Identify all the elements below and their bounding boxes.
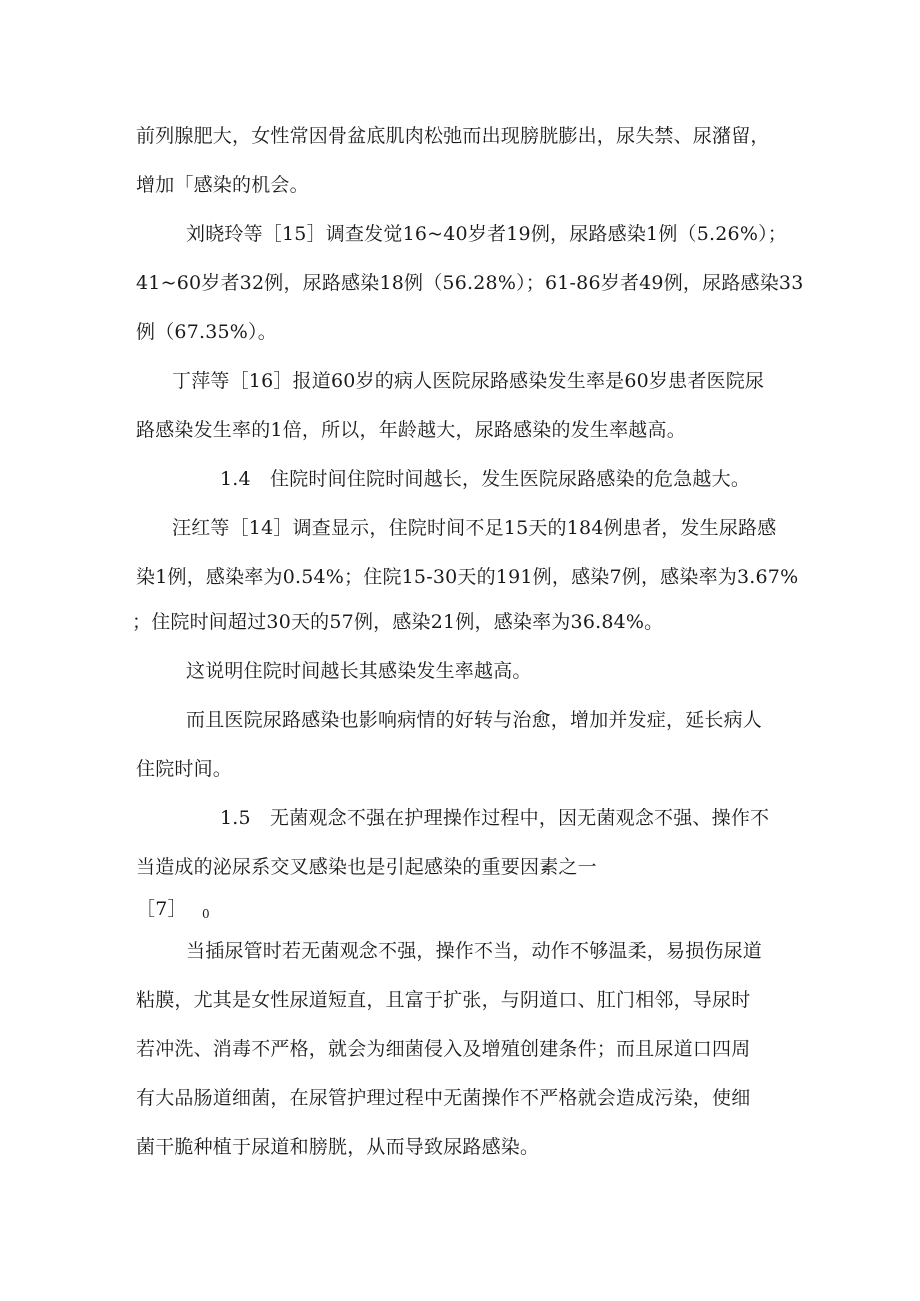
paragraph-1-line-2: 增加「感染的机会。: [136, 174, 309, 196]
paragraph-1-line-1: 前列腺肥大，女性常因骨盆底肌肉松弛而出现膀胱膨出，尿失禁、尿潴留，: [136, 125, 770, 147]
paragraph-2-line-1: 刘晓玲等［15］调查发觉16~40岁者19例，尿路感染1例（5.26%）；: [186, 223, 787, 245]
section-heading-1-4: 1.4 住院时间住院时间越长，发生医院尿路感染的危急越大。: [220, 468, 751, 490]
paragraph-4-line-2: 染1例，感染率为0.54%；住院15-30天的191例，感染7例，感染率为3.67%: [136, 566, 799, 588]
paragraph-7-line-3: 若冲洗、消毒不严格，就会为细菌侵入及增殖创建条件；而且尿道口四周: [136, 1038, 751, 1060]
section-heading-1-5-line-2: 当造成的泌尿系交叉感染也是引起感染的重要因素之一: [136, 856, 597, 878]
paragraph-5: 这说明住院时间越长其感染发生率越高。: [186, 660, 532, 682]
section-heading-1-5-line-1: 1.5 无菌观念不强在护理操作过程中，因无菌观念不强、操作不: [220, 807, 770, 829]
paragraph-2-line-2: 41~60岁者32例，尿路感染18例（56.28%）；61-86岁者49例，尿路感染33: [136, 272, 804, 294]
paragraph-7-line-4: 有大品肠道细菌，在尿管护理过程中无菌操作不严格就会造成污染，使细: [136, 1087, 751, 1109]
paragraph-7-line-1: 当插尿管时若无菌观念不强，操作不当，动作不够温柔，易损伤尿道: [186, 940, 763, 962]
paragraph-3-line-1: 丁萍等［16］报道60岁的病人医院尿路感染发生率是60岁患者医院尿: [172, 370, 765, 392]
paragraph-3-line-2: 路感染发生率的1倍，所以，年龄越大，尿路感染的发生率越高。: [136, 419, 686, 441]
paragraph-7-line-2: 粘膜，尤其是女性尿道短直，且富于扩张，与阴道口、肛门相邻，导尿时: [136, 989, 751, 1011]
paragraph-2-line-3: 例（67.35%）。: [136, 321, 277, 343]
paragraph-6-line-1: 而且医院尿路感染也影响病情的好转与治愈，增加并发症，延长病人: [186, 709, 763, 731]
paragraph-7-line-5: 菌干脆种植于尿道和膀胱，从而导致尿路感染。: [136, 1136, 540, 1158]
paragraph-4-line-3: ；住院时间超过30天的57例，感染21例，感染率为36.84%。: [132, 611, 664, 633]
reference-marker: ［7］: [136, 898, 187, 920]
reference-subscript: 0: [202, 907, 210, 921]
paragraph-4-line-1: 汪红等［14］调查显示，住院时间不足15天的184例患者，发生尿路感: [172, 517, 777, 539]
paragraph-6-line-2: 住院时间。: [136, 758, 233, 780]
